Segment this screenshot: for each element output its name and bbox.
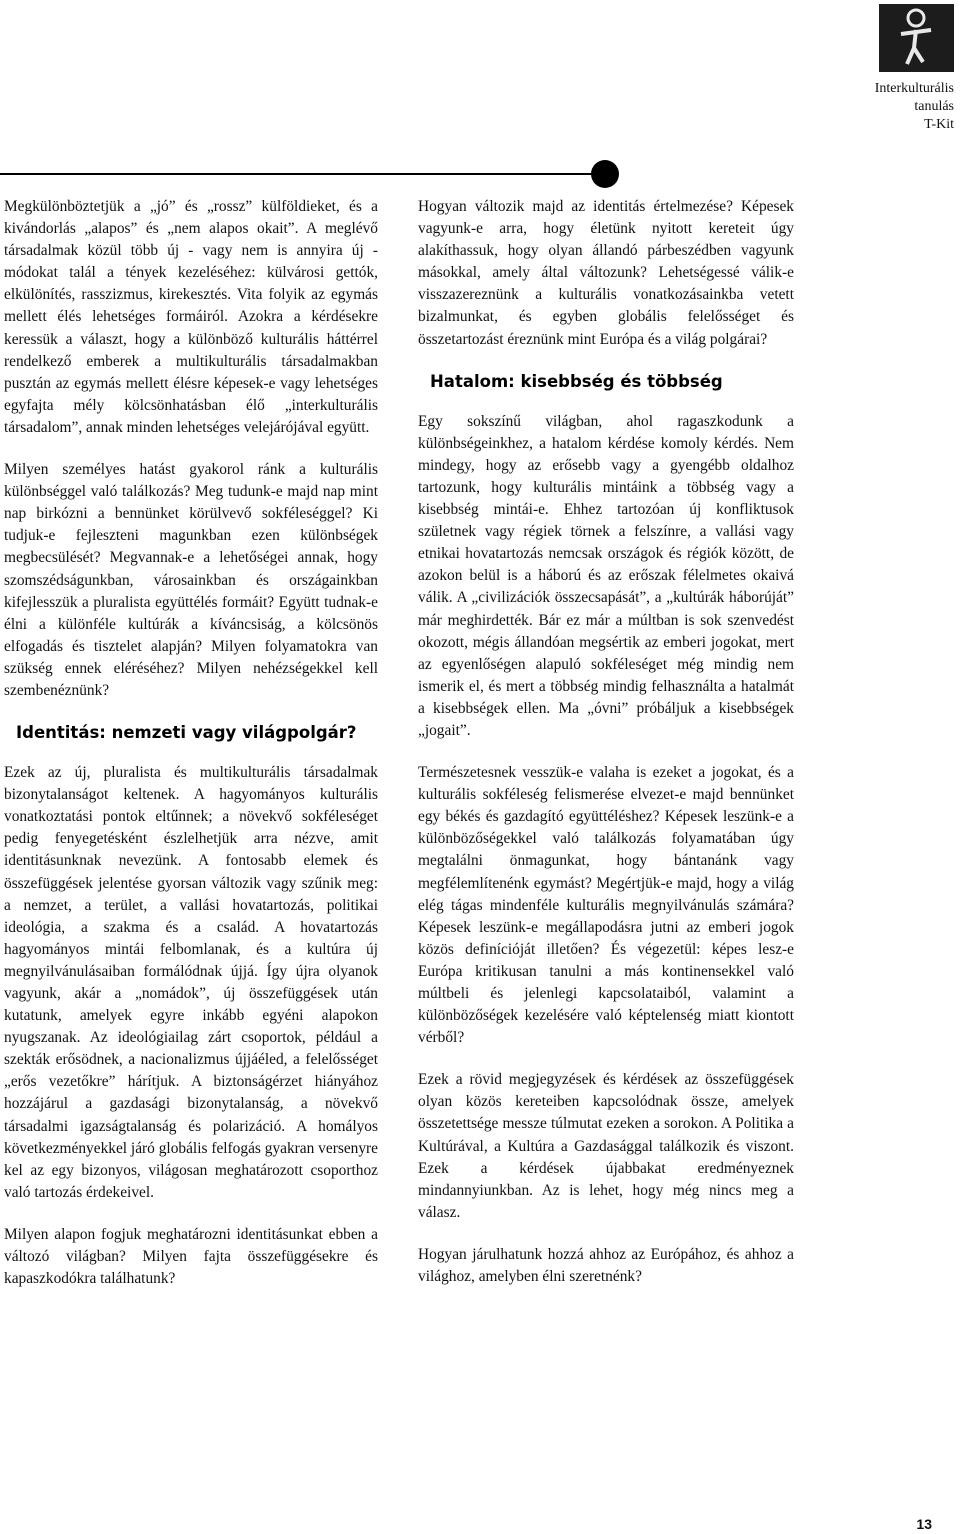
header-rule <box>0 173 604 175</box>
brand-line: tanulás <box>914 99 954 114</box>
paragraph: Hogyan járulhatunk hozzá ahhoz az Európához, és ahhoz a világhoz, amelyben élni szeretnénk? <box>418 1245 794 1286</box>
brand-line: T-Kit <box>924 117 954 132</box>
paragraph: Egy sokszínű világban, ahol ragaszkodunk a különbségeinkhez, a hatalom kérdése komoly kérdés. Nem mindegy, hogy az erősebb vagy a gyengébb oldalhoz tartozunk, hogy kulturális mintáink a többség vagy a kisebbség mintái-e. Ehhez tartozóan új konfliktusok születnek vagy régiek törnek a felszínre, a vallási vagy etnikai hovatartozás nemcsak országok és régiók között, de azokon belül is a háború és az erőszak félelmetes okaivá válik. A „civilizációk összecsapását”, a „kultúrák háborúját” már meghirdették. Bár ez már a múltban is sok szenvedést okozott, mégis állandóan megsértik az emberi jogokat, mert az egyenlőségen alapuló sokféleséget még mindig nem ismerik el, és mert a többség mindig felhasználta a hatalmát a kisebbségek ellen. Ma „óvni” próbáljuk a kisebbségek „jogait”. <box>418 412 794 739</box>
rule-dot <box>591 160 619 188</box>
paragraph: Természetesnek vesszük-e valaha is ezeket a jogokat, és a kulturális sokféleség felismerése elvezet-e majd bennünket egy békés és gazdagító együttéléshez? Képesek leszünk-e a különbözőségekkel való találkozás folyamatában úgy megtalálni önmagunkat, hogy bántanánk vagy megfélemlítenénk egymást? Megértjük-e majd, hogy a világ elég tágas mindenféle kulturális megnyilvánulás számára? Képesek leszünk-e megállapodásra jutni az emberi jogok közös definícióját illetően? És végezetül: képes lesz-e Európa kritikusan tanulni a más kontinensekkel való múltbeli és jelenlegi kapcsolataiból, valamint a különbözőségek kezelésére való képtelenség miatt kiontott vérből? <box>418 764 794 1047</box>
page-number: 13 <box>916 1516 932 1532</box>
section-heading: Identitás: nemzeti vagy világpolgár? <box>16 723 357 743</box>
paragraph: Milyen személyes hatást gyakorol ránk a kulturális különbséggel való találkozás? Meg tudunk-e majd nap mint nap birkózni a bennünket körülvevő sokféleséggel? Ki tudjuk-e fejleszteni magunkban ezen különbségek megbecsülését? Megvannak-e a lehetőségei annak, hogy szomszédságunkban, városainkban és országainkban kifejlesszük a pluralista együttélés formáit? Együtt tudnak-e élni a különféle kultúrák a kíváncsiság, a kölcsönös elfogadás és tisztelet alapján? Milyen folyamatokra van szükség ennek eléréséhez? Milyen nehézségekkel kell szembenéznünk? <box>4 461 378 699</box>
t-kit-figure-logo-icon <box>879 4 954 72</box>
left-column <box>4 196 378 1310</box>
paragraph: Hogyan változik majd az identitás értelmezése? Képesek vagyunk-e arra, hogy életünk nyitott kereteit úgy alakíthassuk, hogy olyan állandó párbeszédben vagyunk másokkal, amely által változunk? Lehetségessé válik-e visszazereznünk a kulturális vonatkozásainkba vetett bizalmunkat, és egyben globális felelősséget és összetartozást éreznünk mint Európa és a világ polgárai? <box>418 198 794 348</box>
paragraph: Ezek az új, pluralista és multikulturális társadalmak bizonytalanságot keltenek. A hagyományos kulturális vonatkoztatási pontok eltűnnek; a növekvő sokféleséget pedig fenyegetésként észlelhetjük arra nézve, amit identitásunknak nevezünk. A fontosabb elemek és összefüggések jelentése gyorsan változik vagy szűnik meg: a nemzet, a terület, a vallási hovatartozás, politikai ideológia, a szakma és a család. A hovatartozás hagyományos mintái felbomlanak, és a kultúra új megnyilvánulásaiban formálódnak újjá. Így újra olyanok vagyunk, akár a „nomádok”, új összefüggések után kutatunk, amelyek egyre inkább egyéni alapokon nyugszanak. Az ideológiailag zárt csoportok, például a szekták erősödnek, a nacionalizmus újjáéled, a felelősséget „erős vezetőkre” hárítjuk. A biztonságérzet hiányához hozzájárul a gazdasági bizonytalanság, a növekvő társadalmi igazságtalanság és polarizáció. A homályos következményekkel járó globális felfogás gyakran versenyre kel az egy bizonyos, világosan meghatározott csoporthoz való tartozás érdekeivel. <box>4 764 378 1201</box>
brand-line: Interkulturális <box>874 81 954 96</box>
paragraph: Milyen alapon fogjuk meghatározni identitásunkat ebben a változó világban? Milyen fajta összefüggésekre és kapaszkodókra találhatunk? <box>4 1225 378 1288</box>
section-heading: Hatalom: kisebbség és többség <box>430 371 723 391</box>
brand-label <box>875 80 954 134</box>
right-column <box>418 196 794 1308</box>
paragraph: Ezek a rövid megjegyzések és kérdések az összefüggések olyan közös kereteiben kapcsolódnak össze, amelyek összetettsége messze túlmutat ezeken a sorokon. A Politika a Kultúrával, a Kultúra a Gazdasággal találkozik és viszont. Ezek a kérdések újabbakat eredményeznek mindannyiunkban. Az is lehet, hogy még nincs meg a válasz. <box>418 1071 794 1221</box>
paragraph: Megkülönböztetjük a „jó” és „rossz” külföldieket, és a kivándorlás „alapos” és „nem alapos okait”. A meglévő társadalmak közül több új - vagy nem is annyira új - módokat talál a tények kezeléséhez: külvárosi gettók, elkülönítés, rasszizmus, kirekesztés. Vita folyik az egymás mellett élés lehetséges formáiról. Azokra a kérdésekre keressük a választ, hogy a különböző kulturális háttérrel rendelkező emberek a multikulturális társadalmakban pusztán az egymás mellett élésre képesek-e vagy lehetséges egyfajta mély kölcsönhatásban élő „interkulturális társadalom”, annak minden lehetséges velejárójával együtt. <box>4 198 378 436</box>
